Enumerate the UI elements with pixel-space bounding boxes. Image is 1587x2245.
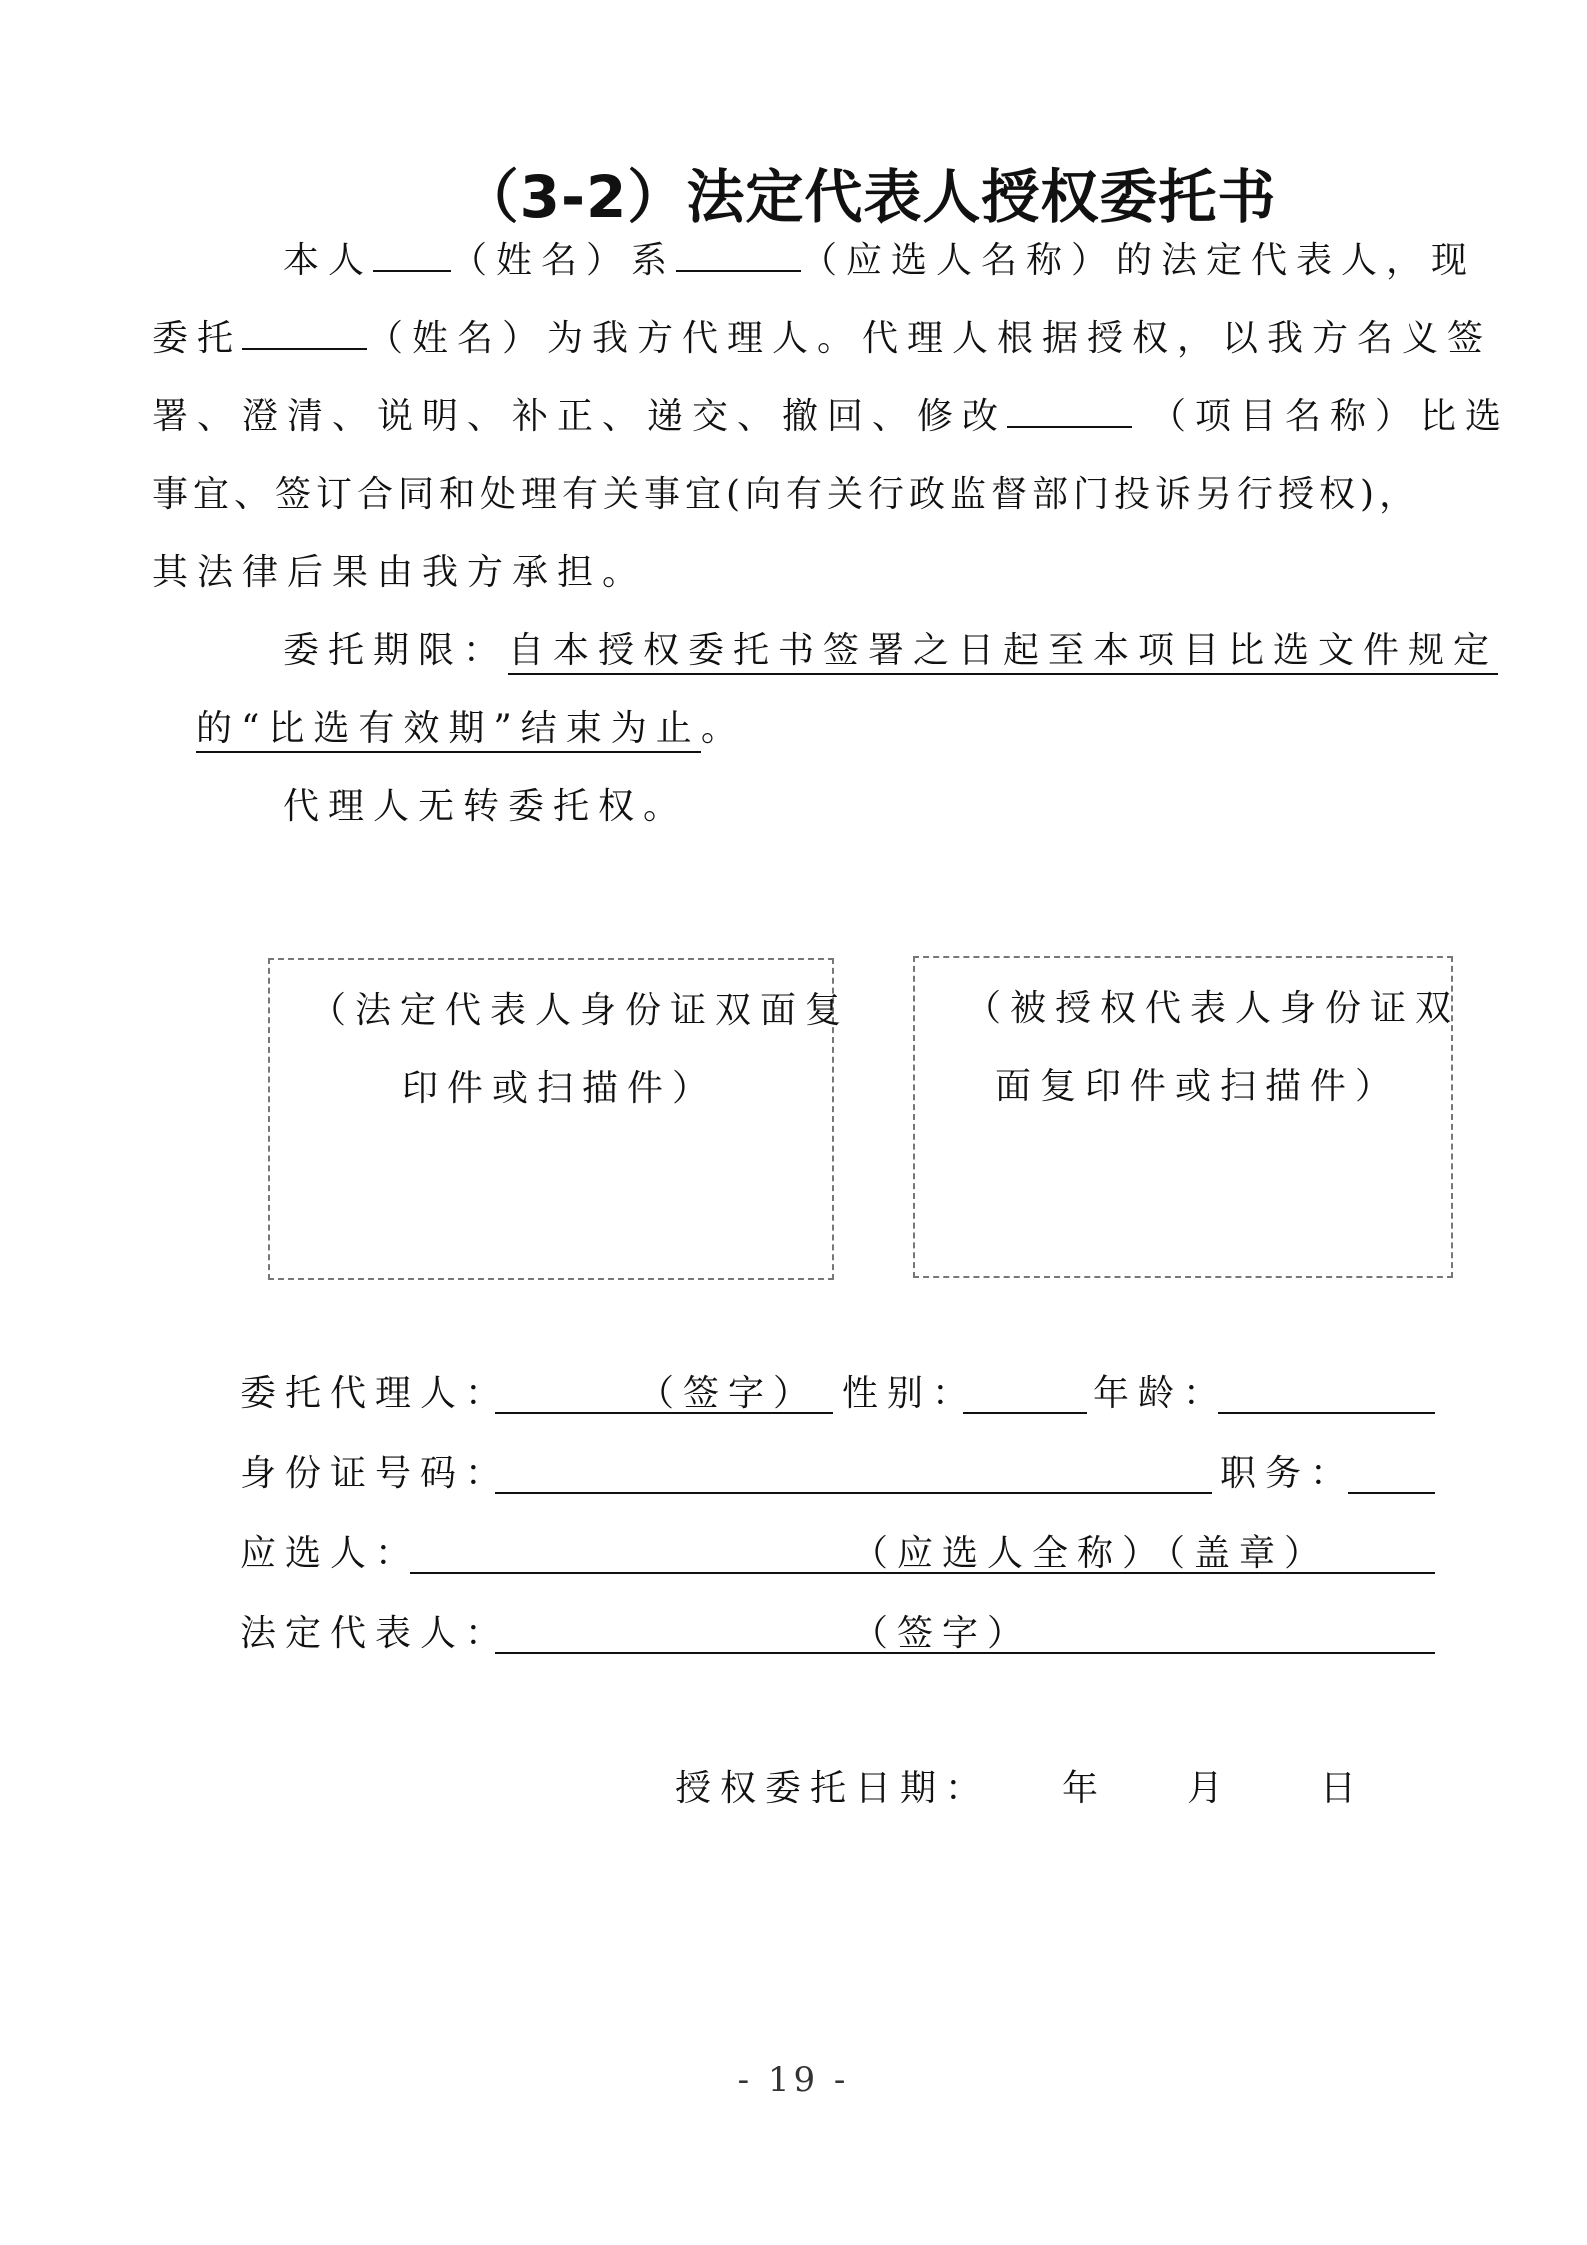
position-label: 职务：	[1220, 1453, 1356, 1494]
para1-text: （姓名）系	[451, 240, 677, 281]
date-day: 日	[1320, 1768, 1366, 1809]
agent-sign-note: （签字）	[638, 1373, 819, 1414]
para1-text: （应选人名称）的法定代表人，现	[801, 240, 1477, 281]
position-line	[1348, 1492, 1435, 1494]
agent-id-text: （被授权代表人身份证双	[965, 988, 1461, 1029]
agent-id-text: 面复印件或扫描件）	[995, 1066, 1401, 1107]
term-text: 自本授权委托书签署之日起至本项目比选文件规定	[508, 630, 1498, 675]
term-text: 的“比选有效期”结束为止	[196, 708, 701, 753]
para1-line3	[152, 388, 1510, 439]
legal-rep-sign-note: （签字）	[852, 1613, 1033, 1654]
age-line	[1218, 1412, 1435, 1414]
agent-id-box	[913, 956, 1461, 1278]
para1-line2	[152, 310, 1492, 361]
term-line1	[283, 622, 1498, 673]
para1-text: 本人	[283, 240, 374, 281]
legal-rep-id-text: 印件或扫描件）	[402, 1068, 718, 1109]
gender-line	[963, 1412, 1087, 1414]
para1-text: 署、澄清、说明、补正、递交、撤回、修改	[152, 396, 1008, 437]
para1-line1	[283, 232, 1476, 283]
para1-line5: 其法律后果由我方承担。	[152, 552, 648, 593]
age-label: 年龄：	[1093, 1373, 1229, 1414]
date-month: 月	[1187, 1768, 1233, 1809]
para1-text: （姓名）为我方代理人。代理人根据授权，以我方名义签	[367, 318, 1493, 359]
legal-rep-id-box	[268, 958, 851, 1280]
term-line2	[196, 700, 746, 751]
para1-text: 委托	[152, 318, 243, 359]
para1-line4: 事宜、签订合同和处理有关事宜(向有关行政监督部门投诉另行授权)，	[152, 474, 1421, 515]
page-title: （3-2）法定代表人授权委托书	[460, 163, 1277, 231]
legal-rep-label: 法定代表人：	[240, 1613, 511, 1654]
agent-name-blank	[242, 314, 367, 350]
date-label: 授权委托日期：	[675, 1768, 991, 1809]
para1-text: （项目名称）比选	[1150, 396, 1511, 437]
id-number-line	[495, 1492, 1212, 1494]
gender-label: 性别：	[842, 1373, 978, 1414]
legal-rep-id-text: （法定代表人身份证双面复	[310, 990, 851, 1031]
bidder-label: 应选人：	[240, 1533, 421, 1574]
bidder-name-blank	[676, 236, 801, 272]
agent-label: 委托代理人：	[240, 1373, 511, 1414]
date-year: 年	[1062, 1768, 1108, 1809]
project-name-blank	[1007, 392, 1132, 428]
term-label: 委托期限：	[283, 630, 509, 671]
term-end: 。	[700, 708, 746, 749]
bidder-note: （应选人全称）（盖章）	[852, 1533, 1330, 1574]
id-number-label: 身份证号码：	[240, 1453, 511, 1494]
page-number: - 19 -	[737, 2060, 850, 2100]
name-blank	[373, 236, 451, 272]
no-subdelegation-text: 代理人无转委托权。	[283, 786, 689, 827]
